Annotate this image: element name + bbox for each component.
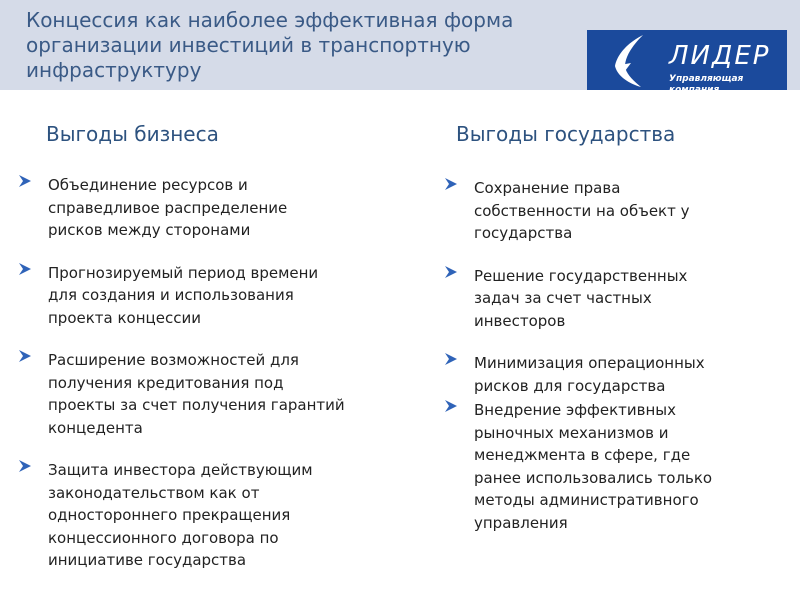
state-benefits-list [444,177,784,534]
list-item [18,262,418,330]
list-item-text: Сохранение права собственности на объект у государства [474,179,690,242]
list-item-text: Расширение возможностей для получения кредитования под проекты за счет получения гарантий концедента [48,351,345,437]
arrowhead-bullet-icon [444,399,458,413]
list-item-text: Внедрение эффективных рыночных механизмов и менеджмента в сфере, где ранее использовались только методы административного управления [474,401,713,532]
list-item [18,174,418,242]
list-item [18,349,418,439]
logo-subtitle: Управляющая компания [669,74,744,95]
arrowhead-bullet-icon [444,265,458,279]
logo-name: ЛИДЕР [669,41,771,71]
arrowhead-bullet-icon [18,459,32,473]
arrowhead-bullet-icon [18,349,32,363]
arrowhead-bullet-icon [444,352,458,366]
list-item-text: Минимизация операционных рисков для государства [474,354,705,395]
list-item [444,177,784,245]
list-item [444,352,784,397]
list-item [444,399,784,534]
slide-title: Концессия как наиболее эффективная форма организации инвестиций в транспортную инфраструктуру [26,8,514,82]
arrowhead-bullet-icon [444,177,458,191]
list-item-text: Защита инвестора действующим законодательством как от одностороннего прекращения концессионного договора по инициативе государства [48,461,313,569]
leader-logo [587,30,787,95]
arrowhead-bullet-icon [18,174,32,188]
list-item [18,459,418,572]
list-item [444,265,784,333]
slide-header [0,0,800,95]
left-column-heading: Выгоды бизнеса [46,122,219,146]
list-item-text: Объединение ресурсов и справедливое распределение рисков между сторонами [48,176,288,239]
list-item-text: Решение государственных задач за счет частных инвесторов [474,266,688,330]
arrowhead-bullet-icon [18,262,32,276]
right-column-heading: Выгоды государства [456,122,676,146]
chevron-arc-icon [603,33,659,89]
list-item-text: Прогнозируемый период времени для создания и использования проекта концессии [48,263,319,327]
business-benefits-list [18,174,418,572]
